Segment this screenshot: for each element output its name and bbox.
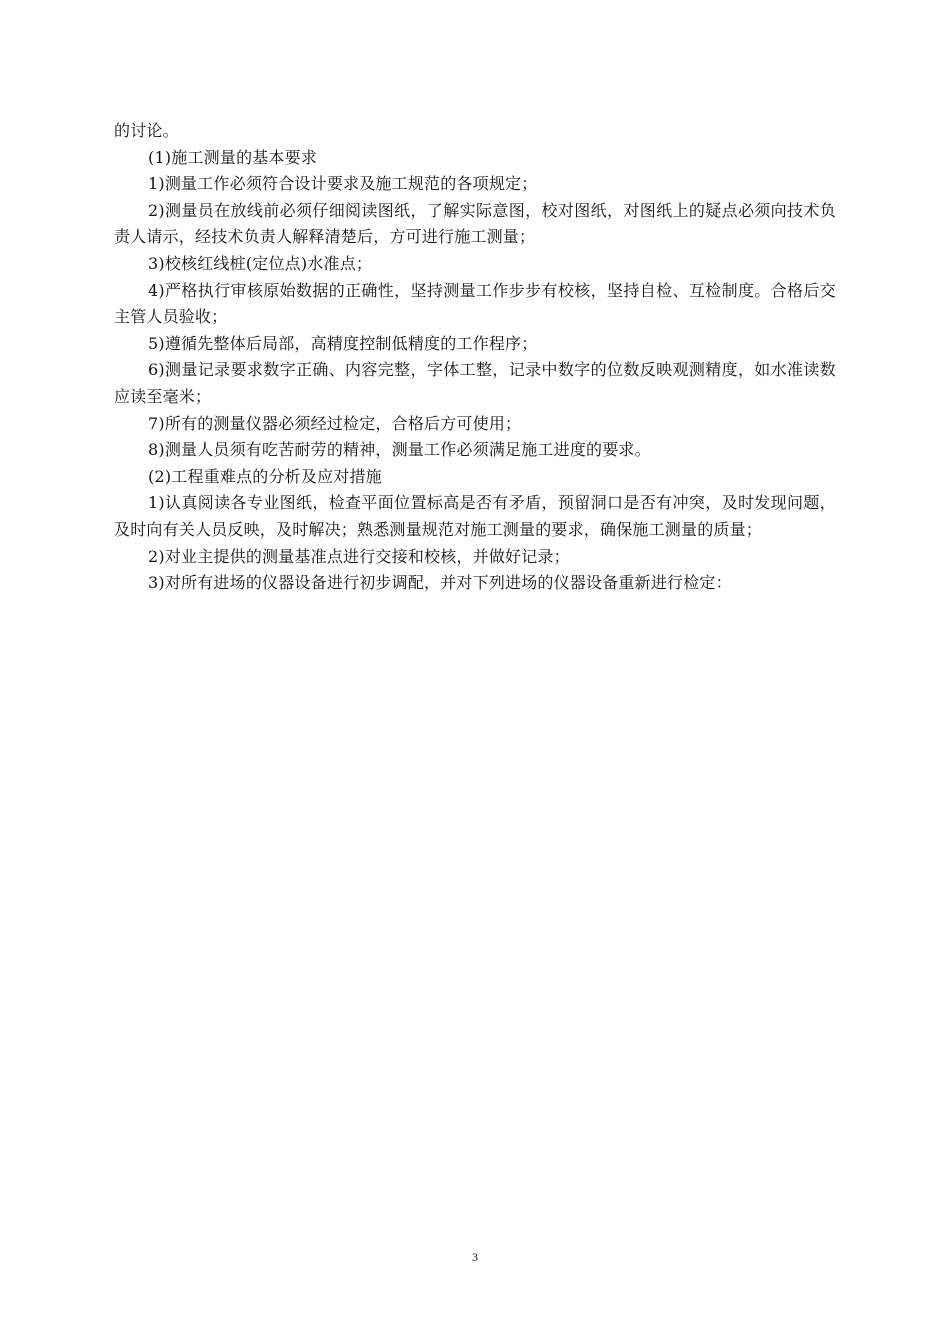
list-item: 1)认真阅读各专业图纸，检查平面位置标高是否有矛盾，预留洞口是否有冲突，及时发现问题，及时向有关人员反映，及时解决；熟悉测量规范对施工测量的要求，确保施工测量的质量； [114,493,836,539]
list-item: 5)遵循先整体后局部，高精度控制低精度的工作程序； [148,333,538,353]
list-item: 3)对所有进场的仪器设备进行初步调配，并对下列进场的仪器设备重新进行检定： [148,573,732,593]
section-heading-basic-requirements: (1)施工测量的基本要求 [148,147,318,167]
document-body [114,118,836,597]
section-heading-key-difficulties: (2)工程重难点的分析及应对措施 [148,466,382,486]
list-item: 6)测量记录要求数字正确、内容完整，字体工整，记录中数字的位数反映观测精度，如水准读数应读至毫米； [114,360,836,406]
page-number: 3 [472,1250,478,1264]
list-item: 3)校核红线桩(定位点)水准点； [148,253,373,273]
list-item: 2)对业主提供的测量基准点进行交接和校核，并做好记录； [148,546,570,566]
list-item: 2)测量员在放线前必须仔细阅读图纸，了解实际意图，校对图纸，对图纸上的疑点必须向技术负责人请示，经技术负责人解释清楚后，方可进行施工测量； [114,200,836,247]
list-item: 8)测量人员须有吃苦耐劳的精神，测量工作必须满足施工进度的要求。 [148,440,651,460]
list-item: 1)测量工作必须符合设计要求及施工规范的各项规定； [148,174,538,194]
list-item: 7)所有的测量仪器必须经过检定，合格后方可使用； [148,413,522,433]
paragraph-continuation: 的讨论。 [114,121,179,140]
list-item: 4)严格执行审核原始数据的正确性，坚持测量工作步步有校核，坚持自检、互检制度。合格后交主管人员验收； [114,280,836,327]
